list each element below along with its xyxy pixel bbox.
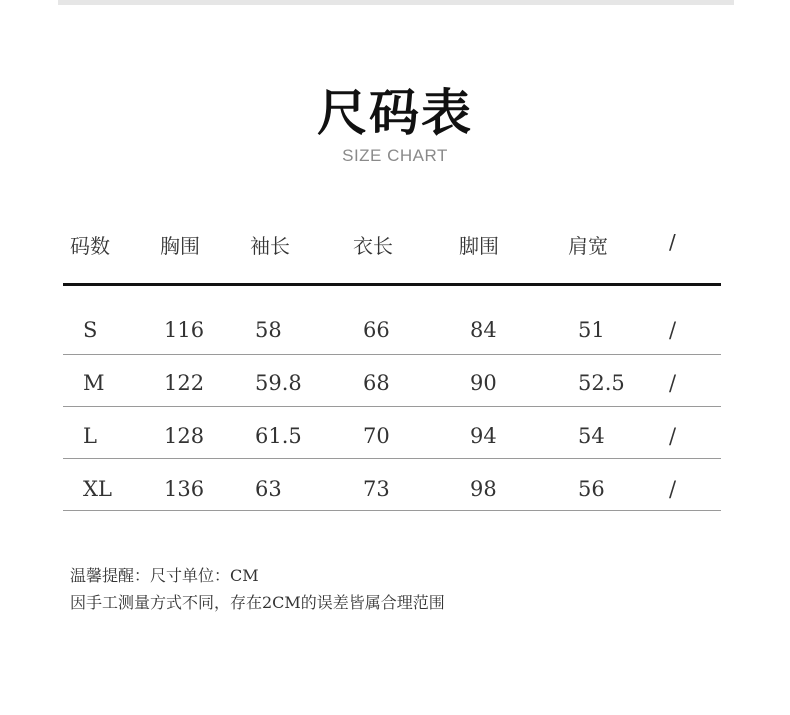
row-l-sleeve: 61.5 [255,424,302,448]
row-l-hem: 94 [470,424,497,448]
row-m-size: M [83,371,105,395]
row-l-shoulder: 54 [578,424,605,448]
row-s-chest: 116 [164,318,205,342]
header-length: 衣长 [353,234,393,258]
row-divider [63,406,721,407]
header-extra: / [669,230,676,254]
row-divider [63,510,721,511]
row-divider [63,458,721,459]
row-xl-extra: / [669,477,677,501]
row-divider [63,354,721,355]
header-size: 码数 [70,234,110,258]
row-xl-size: XL [83,477,112,501]
notes [70,562,445,616]
row-m-shoulder: 52.5 [578,371,625,395]
row-m-extra: / [669,371,677,395]
row-xl-shoulder: 56 [578,477,605,501]
row-xl-chest: 136 [164,477,205,501]
row-s-extra: / [669,318,677,342]
row-xl-hem: 98 [470,477,497,501]
row-m-chest: 122 [164,371,205,395]
header-rule [63,283,721,286]
header-shoulder: 肩宽 [568,234,608,258]
row-m-sleeve: 59.8 [255,371,302,395]
page-title: 尺码表 [317,83,473,142]
row-l-chest: 128 [164,424,205,448]
row-s-hem: 84 [470,318,497,342]
page-subtitle: SIZE CHART [342,146,448,165]
row-s-length: 66 [363,318,390,342]
row-s-sleeve: 58 [255,318,282,342]
row-xl-length: 73 [363,477,390,501]
row-s-size: S [83,318,98,342]
row-m-length: 68 [363,371,390,395]
header-chest: 胸围 [160,234,200,258]
row-l-extra: / [669,424,677,448]
header-sleeve: 袖长 [250,234,290,258]
header-hem: 脚围 [459,234,499,258]
note-tolerance: 因手工测量方式不同，存在2CM的误差皆属合理范围 [70,593,445,612]
note-unit: 温馨提醒：尺寸单位：CM [70,566,259,585]
row-l-length: 70 [363,424,390,448]
row-s-shoulder: 51 [578,318,605,342]
row-l-size: L [83,424,97,448]
row-m-hem: 90 [470,371,497,395]
row-xl-sleeve: 63 [255,477,282,501]
